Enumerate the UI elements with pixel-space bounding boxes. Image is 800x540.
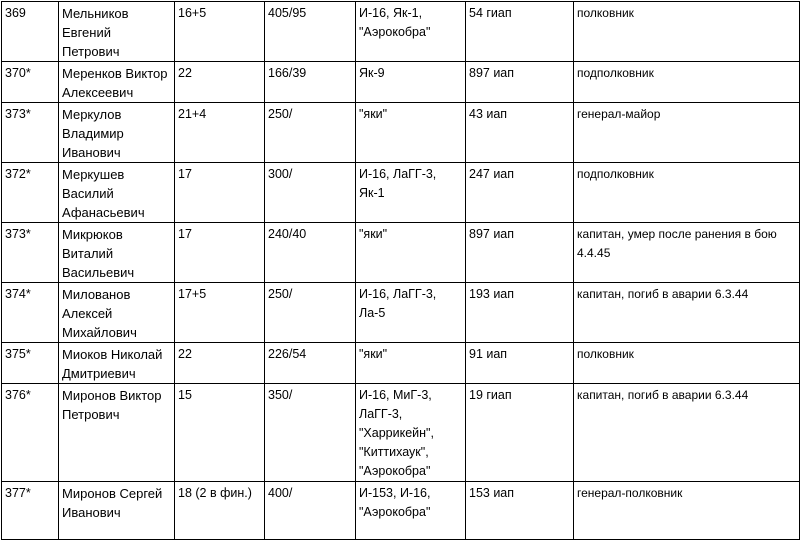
table-row	[2, 2, 800, 62]
cell-number: 376*	[2, 384, 59, 482]
cell-sorties: 250/	[265, 103, 356, 163]
cell-number: 372*	[2, 163, 59, 223]
cell-unit: 247 иап	[466, 163, 574, 223]
cell-unit: 193 иап	[466, 283, 574, 343]
cell-victories: 17	[175, 223, 265, 283]
cell-name: Меркулов Владимир Иванович	[59, 103, 175, 163]
table-row	[2, 482, 800, 540]
cell-victories: 22	[175, 343, 265, 384]
cell-number: 373*	[2, 103, 59, 163]
cell-sorties: 400/	[265, 482, 356, 540]
cell-sorties: 226/54	[265, 343, 356, 384]
cell-name: Миронов Виктор Петрович	[59, 384, 175, 482]
cell-sorties: 405/95	[265, 2, 356, 62]
cell-victories: 22	[175, 62, 265, 103]
cell-name: Милованов Алексей Михайлович	[59, 283, 175, 343]
cell-aircraft: "яки"	[356, 223, 466, 283]
cell-number: 375*	[2, 343, 59, 384]
cell-aircraft: И-16, Як-1, "Аэрокобра"	[356, 2, 466, 62]
cell-note: полковник	[574, 2, 800, 62]
cell-victories: 16+5	[175, 2, 265, 62]
cell-number: 374*	[2, 283, 59, 343]
cell-victories: 17	[175, 163, 265, 223]
cell-note: подполковник	[574, 62, 800, 103]
table-row	[2, 384, 800, 482]
cell-unit: 91 иап	[466, 343, 574, 384]
cell-unit: 153 иап	[466, 482, 574, 540]
table-row	[2, 223, 800, 283]
cell-name: Миронов Сергей Иванович	[59, 482, 175, 540]
cell-sorties: 166/39	[265, 62, 356, 103]
cell-sorties: 300/	[265, 163, 356, 223]
cell-note: капитан, умер после ранения в бою 4.4.45	[574, 223, 800, 283]
cell-name: Микрюков Виталий Васильевич	[59, 223, 175, 283]
cell-name: Меренков Виктор Алексеевич	[59, 62, 175, 103]
cell-note: генерал-полковник	[574, 482, 800, 540]
cell-aircraft: "яки"	[356, 343, 466, 384]
cell-aircraft: И-16, МиГ-3, ЛаГГ-3, "Харрикейн", "Киттихаук", "Аэрокобра"	[356, 384, 466, 482]
cell-unit: 19 гиап	[466, 384, 574, 482]
cell-name: Меркушев Василий Афанасьевич	[59, 163, 175, 223]
table-row	[2, 343, 800, 384]
table-row	[2, 283, 800, 343]
table-row	[2, 103, 800, 163]
table-row	[2, 62, 800, 103]
cell-note: полковник	[574, 343, 800, 384]
cell-unit: 54 гиап	[466, 2, 574, 62]
table-row	[2, 163, 800, 223]
cell-aircraft: И-16, ЛаГГ-3, Ла-5	[356, 283, 466, 343]
cell-aircraft: "яки"	[356, 103, 466, 163]
cell-note: подполковник	[574, 163, 800, 223]
cell-sorties: 350/	[265, 384, 356, 482]
cell-sorties: 250/	[265, 283, 356, 343]
cell-victories: 21+4	[175, 103, 265, 163]
table-body	[2, 2, 800, 540]
cell-number: 377*	[2, 482, 59, 540]
cell-aircraft: И-153, И-16, "Аэрокобра"	[356, 482, 466, 540]
cell-unit: 897 иап	[466, 62, 574, 103]
cell-number: 369	[2, 2, 59, 62]
cell-name: Мельников Евгений Петрович	[59, 2, 175, 62]
cell-aircraft: Як-9	[356, 62, 466, 103]
cell-note: капитан, погиб в аварии 6.3.44	[574, 283, 800, 343]
aces-table	[1, 1, 800, 540]
cell-number: 373*	[2, 223, 59, 283]
cell-sorties: 240/40	[265, 223, 356, 283]
cell-note: генерал-майор	[574, 103, 800, 163]
cell-number: 370*	[2, 62, 59, 103]
cell-victories: 15	[175, 384, 265, 482]
cell-name: Миоков Николай Дмитриевич	[59, 343, 175, 384]
cell-victories: 17+5	[175, 283, 265, 343]
cell-victories: 18 (2 в фин.)	[175, 482, 265, 540]
cell-unit: 43 иап	[466, 103, 574, 163]
cell-unit: 897 иап	[466, 223, 574, 283]
cell-aircraft: И-16, ЛаГГ-3, Як-1	[356, 163, 466, 223]
cell-note: капитан, погиб в аварии 6.3.44	[574, 384, 800, 482]
